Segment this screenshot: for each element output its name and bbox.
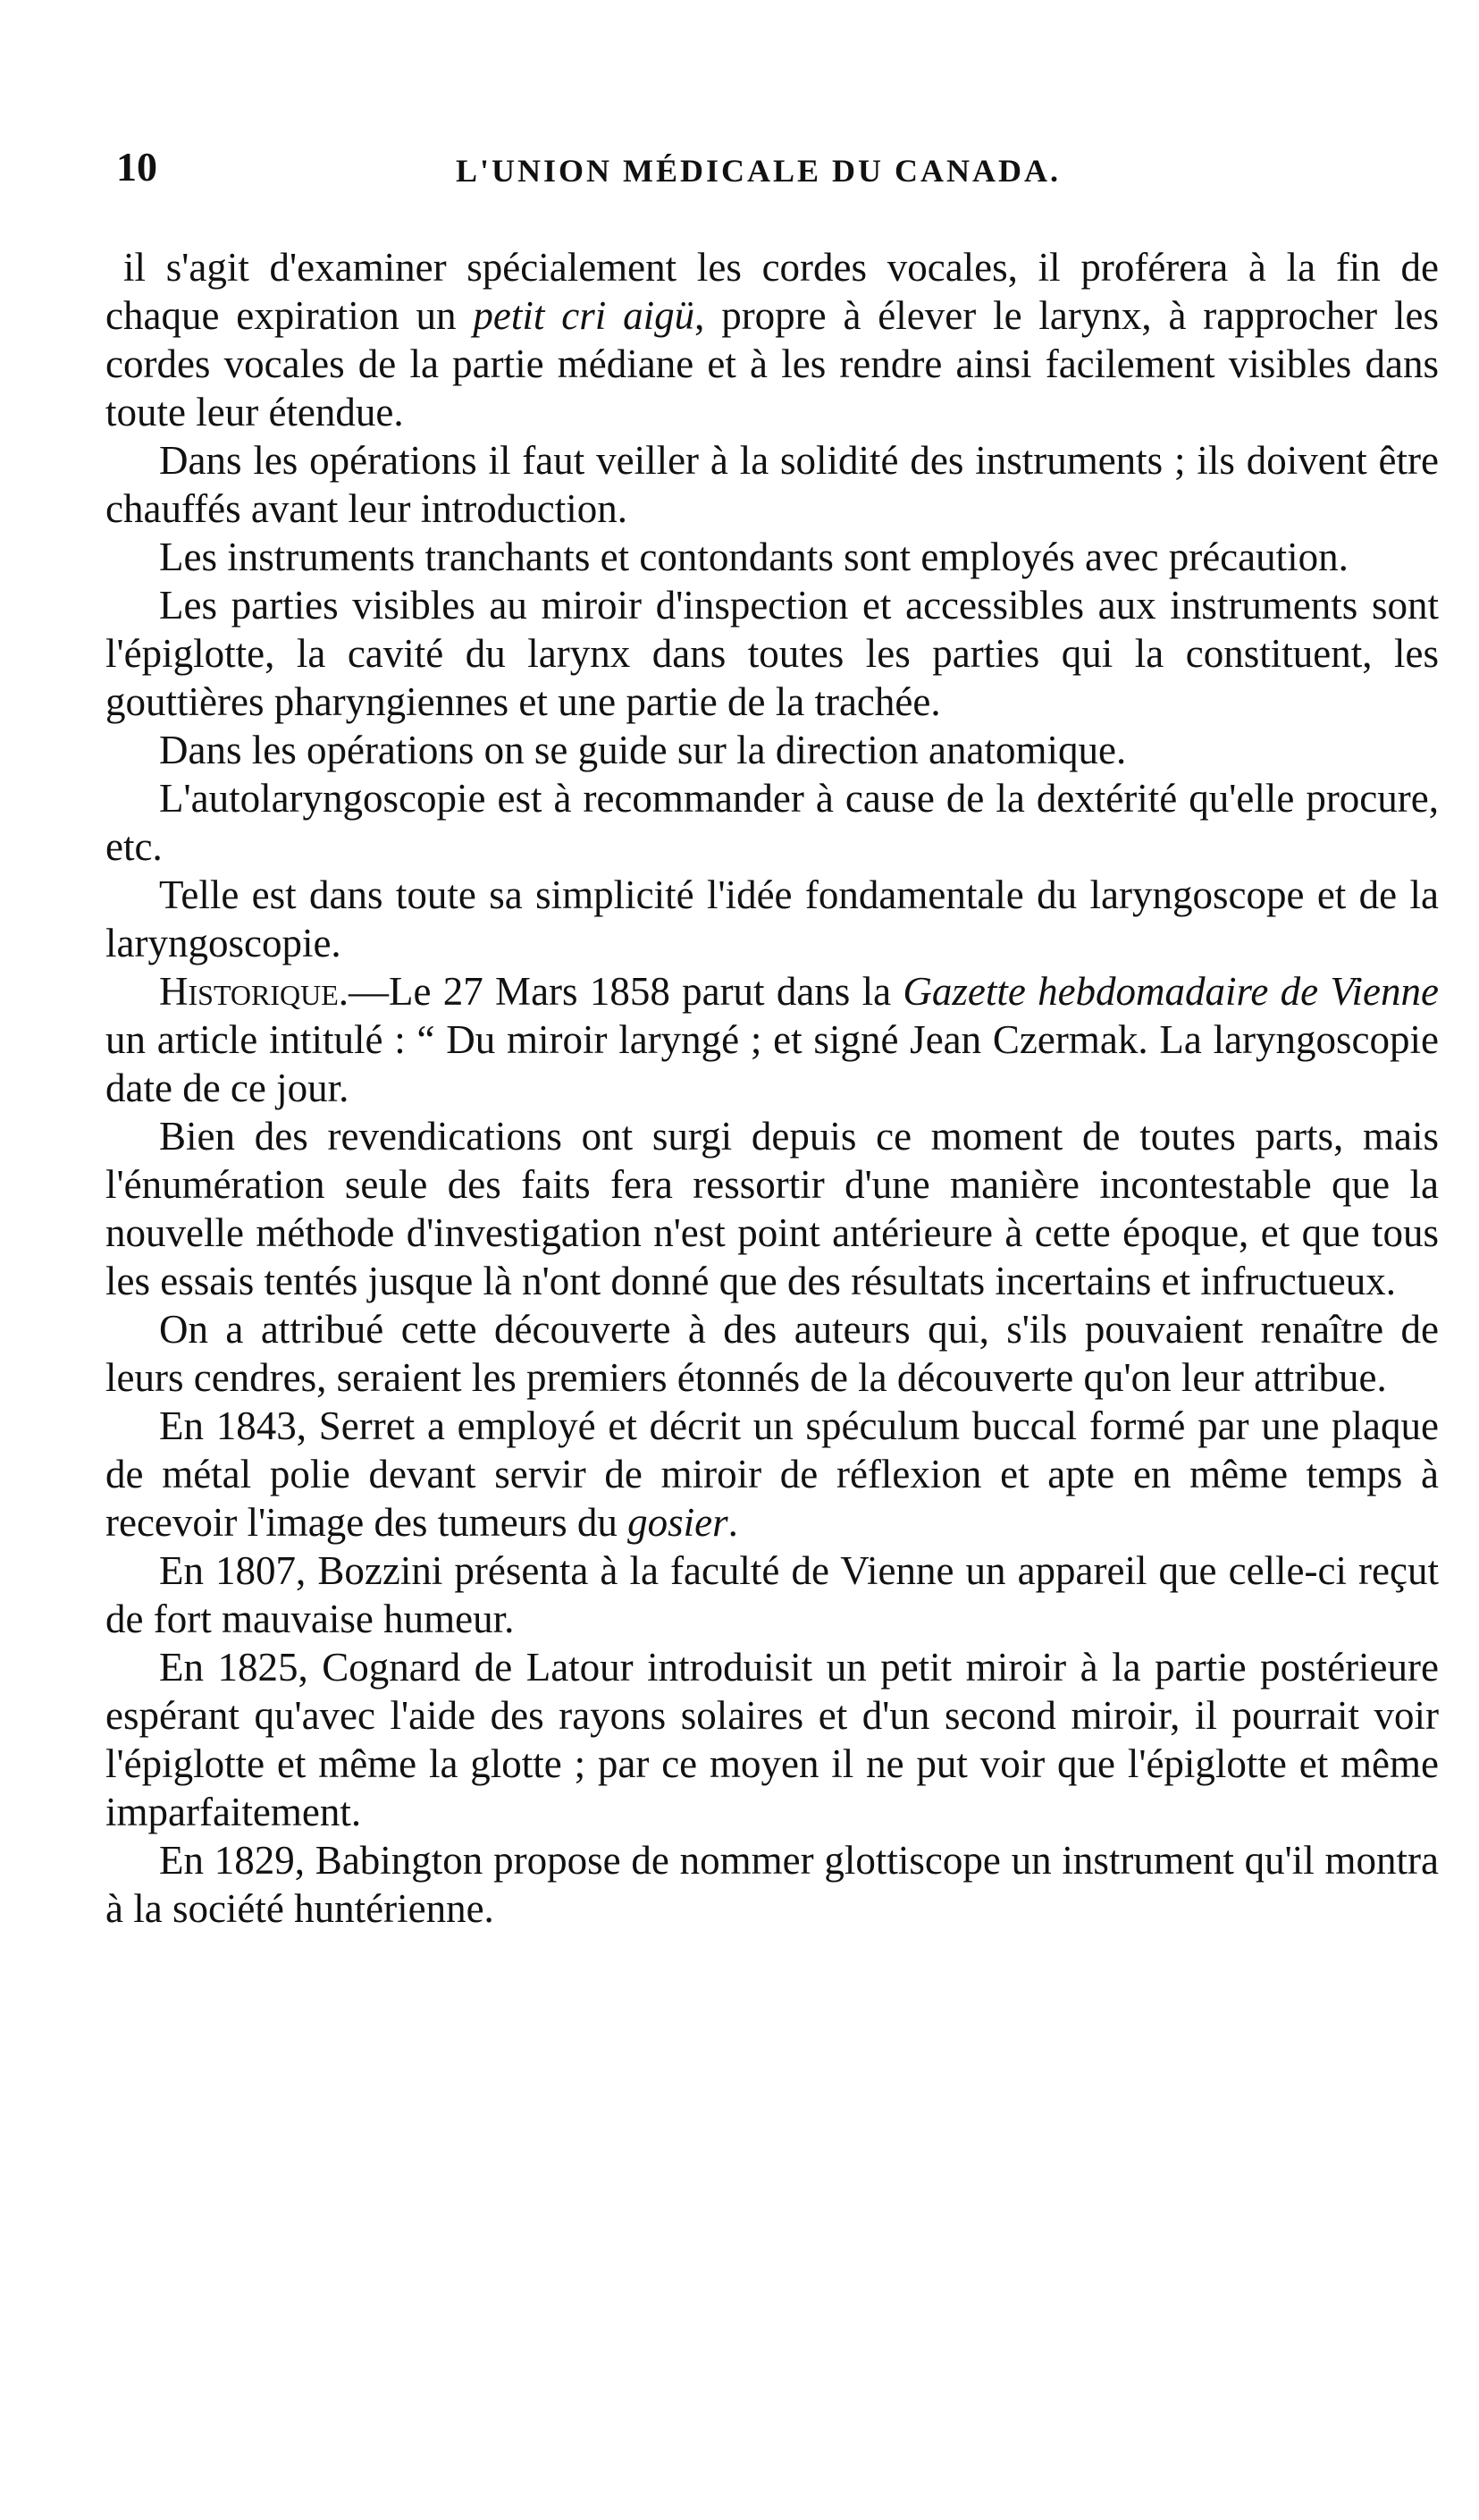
paragraph-7: Telle est dans toute sa simplicité l'idée fondamentale du laryngoscope et de la laryngoscopie. [105,872,1439,965]
italic-phrase: petit cri aigü [473,293,695,338]
paragraph-4: Les parties visibles au miroir d'inspection et accessibles aux instruments sont l'épiglotte, la cavité du larynx dans toutes les parties qui la constituent, les gouttières pharyngiennes et une partie de la trachée. [105,583,1439,724]
italic-word: gosier [627,1500,728,1545]
page-header [116,143,1108,197]
text-run: il s'agit d'examiner spécialement les cordes vocales, il proférera à la fin de chaque expiration un [105,245,1439,338]
text-run: un article intitulé : “ Du miroir laryngé ; et signé Jean Czermak. La laryngoscopie date de ce jour. [105,1017,1439,1110]
paragraph-historique [105,967,1439,1112]
text-run: , propre à élever le larynx, à rapprocher les cordes vocales de la partie médiane et à les rendre ainsi facilement visibles dans toute leur étendue. [105,293,1439,434]
italic-title: Gazette hebdomadaire de Vienne [903,969,1439,1014]
paragraph-10: On a attribué cette découverte à des auteurs qui, s'ils pouvaient renaître de leurs cendres, seraient les premiers étonnés de la découverte qu'on leur attribue. [105,1307,1439,1400]
paragraph-11 [105,1402,1439,1547]
paragraph-5: Dans les opérations on se guide sur la direction anatomique. [159,728,1127,772]
paragraph-6: L'autolaryngoscopie est à recommander à cause de la dextérité qu'elle procure, etc. [105,776,1439,869]
section-heading: Historique. [159,969,349,1014]
paragraph-2: Dans les opérations il faut veiller à la solidité des instruments ; ils doivent être chauffés avant leur introduction. [105,438,1439,531]
text-run: —Le 27 Mars 1858 parut dans la [349,969,903,1014]
text-run: . [727,1500,738,1545]
paragraph-14: En 1829, Babington propose de nommer glottiscope un instrument qu'il montra à la société huntérienne. [105,1838,1439,1931]
paragraph-13: En 1825, Cognard de Latour introduisit un petit miroir à la partie postérieure espérant qu'avec l'aide des rayons solaires et d'un second miroir, il pourrait voir l'épiglotte et même la glotte ; par ce moyen il ne put voir que l'épiglotte et même imparfaitement. [105,1645,1439,1834]
paragraph-3: Les instruments tranchants et contondants sont employés avec précaution. [159,535,1349,579]
body-text [105,243,1439,1933]
paragraph-1 [105,243,1439,436]
page-number: 10 [116,144,157,190]
running-head: L'UNION MÉDICALE DU CANADA. [456,153,1062,189]
text-run: En 1843, Serret a employé et décrit un spéculum buccal formé par une plaque de métal polie devant servir de miroir de réflexion et apte en même temps à recevoir l'image des tumeurs du [105,1403,1439,1545]
paragraph-12: En 1807, Bozzini présenta à la faculté de Vienne un appareil que celle-ci reçut de fort mauvaise humeur. [105,1548,1439,1641]
paragraph-9: Bien des revendications ont surgi depuis ce moment de toutes parts, mais l'énumération seule des faits fera ressortir d'une manière incontestable que la nouvelle méthode d'investigation n'est point antérieure à cette époque, et que tous les essais tentés jusque là n'ont donné que des résultats incertains et infructueux. [105,1114,1439,1303]
